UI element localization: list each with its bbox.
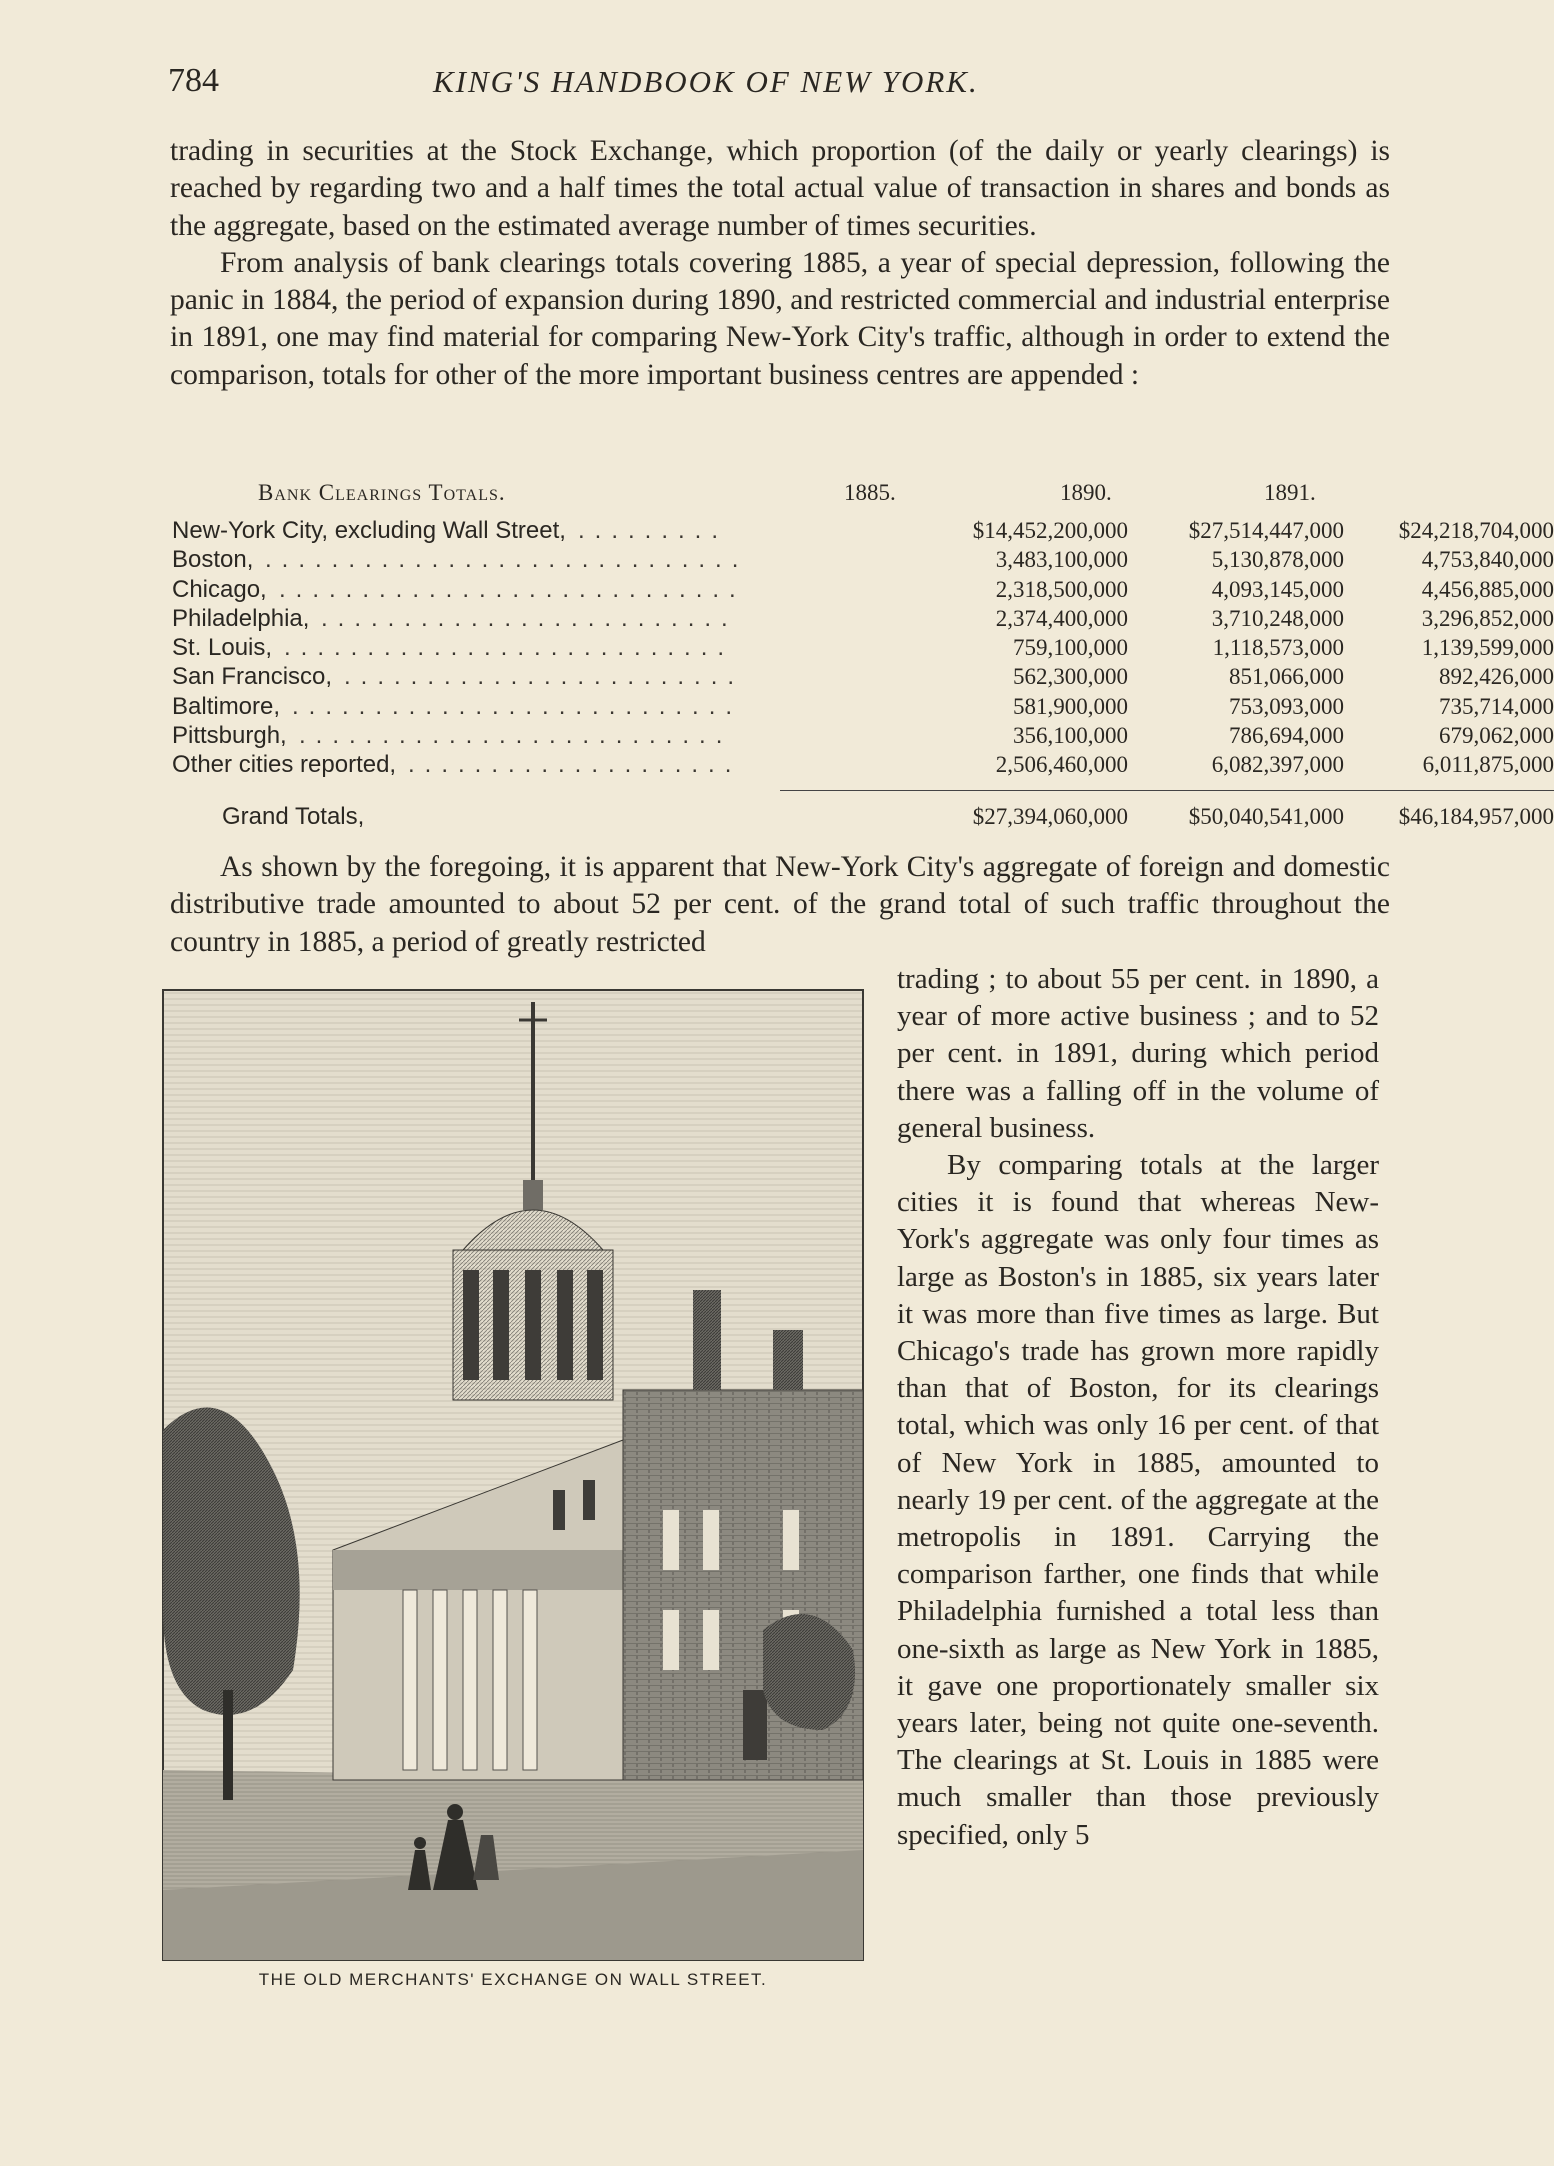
running-title: KING'S HANDBOOK OF NEW YORK. (433, 64, 979, 99)
value-cell: 356,100,000 (1013, 723, 1128, 749)
year-1891-header: 1891. (1264, 480, 1316, 505)
paragraph-1: trading in securities at the Stock Exchange, which proportion (of the daily or yearly clearings) is reached by regarding two and a half times the total actual value of transaction in shares and bonds as the aggregate, based on the estimated average number of times securities. (170, 135, 1390, 242)
leader-dots: ......... (578, 517, 729, 544)
leader-dots: ............................ (279, 575, 746, 603)
engraving-merchants-exchange (163, 990, 863, 1960)
table-body (172, 516, 1554, 780)
leader-dots: ......................... (321, 604, 738, 632)
side-paragraph-2: By comparing totals at the larger cities it is found that whereas New-York's aggregate was only four times as large as Boston's in 1885, six years later it was more than five times as large. But Chicago's trade has grown more rapidly than that of Boston, for its clearings total, which was only 16 per cent. of that of New York in 1885, amounted to nearly 19 per cent. of the aggregate at the metropolis in 1891. Carrying the comparison farther, one finds that while Philadelphia furnished a total less than one-sixth as large as New York in 1885, it gave one proportionately smaller six years later, being not quite one-seventh. The clearings at St. Louis in 1885 were much smaller than those previously specified, only 5 (897, 1149, 1379, 1851)
value-cell: 4,456,885,000 (1421, 576, 1554, 602)
body-text-middle (170, 849, 1390, 961)
side-paragraph-1: trading ; to about 55 per cent. in 1890, a year of more active business ; and to 52 per cent. in 1891, during which period there was a falling off in the volume of general business. (897, 963, 1379, 1144)
value-cell: 753,093,000 (1229, 693, 1344, 719)
table-row (172, 750, 1554, 779)
table-title: Bank Clearings Totals. (258, 480, 506, 505)
value-cell: $27,514,447,000 (1188, 518, 1344, 543)
totals-1891: $46,184,957,000 (1398, 804, 1554, 829)
value-cell: 4,753,840,000 (1421, 547, 1554, 573)
bank-clearings-table (172, 480, 1554, 830)
figure-caption: THE OLD MERCHANTS' EXCHANGE ON WALL STREET. (258, 1970, 768, 1989)
page-header (168, 62, 1388, 112)
table-row (172, 662, 1554, 691)
leader-dots: .................... (408, 751, 742, 779)
value-cell: 2,374,400,000 (995, 605, 1128, 631)
row-label: Other cities reported, (172, 751, 397, 779)
value-cell: 6,011,875,000 (1422, 752, 1554, 778)
totals-row (172, 802, 1554, 831)
row-label: Chicago, (172, 575, 267, 603)
page-number: 784 (168, 62, 219, 99)
paragraph-3: As shown by the foregoing, it is apparent that New-York City's aggregate of foreign and domestic distributive trade amounted to about 52 per cent. of the grand total of such traffic throughout the country in 1885, a period of greatly restricted (170, 851, 1390, 958)
rule-1891 (1210, 790, 1554, 791)
value-cell: 2,318,500,000 (995, 576, 1128, 602)
value-cell: 1,139,599,000 (1421, 635, 1554, 661)
value-cell: 786,694,000 (1229, 723, 1344, 749)
table-row (172, 545, 1554, 574)
table-row (172, 604, 1554, 633)
value-cell: 581,900,000 (1013, 693, 1128, 719)
leader-dots: ........................ (344, 663, 745, 691)
body-text-side-column (897, 961, 1379, 1854)
value-cell: 851,066,000 (1229, 664, 1344, 690)
value-cell: $24,218,704,000 (1398, 518, 1554, 543)
leader-dots: ........................... (284, 634, 735, 662)
row-label: Philadelphia, (172, 604, 310, 632)
row-label: Boston, (172, 546, 254, 574)
value-cell: 3,296,852,000 (1421, 605, 1554, 631)
value-cell: 4,093,145,000 (1211, 576, 1344, 602)
year-1885-header: 1885. (844, 480, 896, 505)
row-label: Baltimore, (172, 692, 281, 720)
value-cell: 735,714,000 (1439, 693, 1554, 719)
row-label: St. Louis, (172, 634, 273, 662)
table-row (172, 575, 1554, 604)
value-cell: 2,506,460,000 (995, 752, 1128, 778)
leader-dots: ............................. (265, 546, 749, 574)
row-label: Pittsburgh, (172, 722, 287, 750)
table-header (172, 480, 1390, 516)
year-1890-header: 1890. (1060, 480, 1112, 505)
table-row (172, 692, 1554, 721)
value-cell: 5,130,878,000 (1211, 547, 1344, 573)
totals-1885: $27,394,060,000 (972, 804, 1128, 829)
value-cell: 562,300,000 (1013, 664, 1128, 690)
value-cell: 1,118,573,000 (1212, 635, 1344, 661)
table-row (172, 633, 1554, 662)
value-cell: 679,062,000 (1439, 723, 1554, 749)
row-label: San Francisco, (172, 663, 333, 691)
totals-1890: $50,040,541,000 (1188, 804, 1344, 829)
row-label: New-York City, excluding Wall Street, (172, 517, 566, 544)
table-row (172, 721, 1554, 750)
body-text-top (170, 133, 1390, 394)
value-cell: 3,710,248,000 (1211, 605, 1344, 631)
leader-dots: .......................... (299, 722, 733, 750)
leader-dots: ........................... (292, 692, 743, 720)
value-cell: 759,100,000 (1013, 635, 1128, 661)
table-row (172, 516, 1554, 545)
paragraph-2: From analysis of bank clearings totals covering 1885, a year of special depression, following the panic in 1884, the period of expansion during 1890, and restricted commercial and industrial enterprise in 1891, one may find material for comparing New-York City's traffic, although in order to extend the comparison, totals for other of the more important business centres are appended : (170, 246, 1390, 391)
value-cell: 3,483,100,000 (995, 547, 1128, 573)
totals-label: Grand Totals, (222, 803, 365, 830)
value-cell: $14,452,200,000 (972, 518, 1128, 543)
value-cell: 6,082,397,000 (1211, 752, 1344, 778)
value-cell: 892,426,000 (1439, 664, 1554, 690)
